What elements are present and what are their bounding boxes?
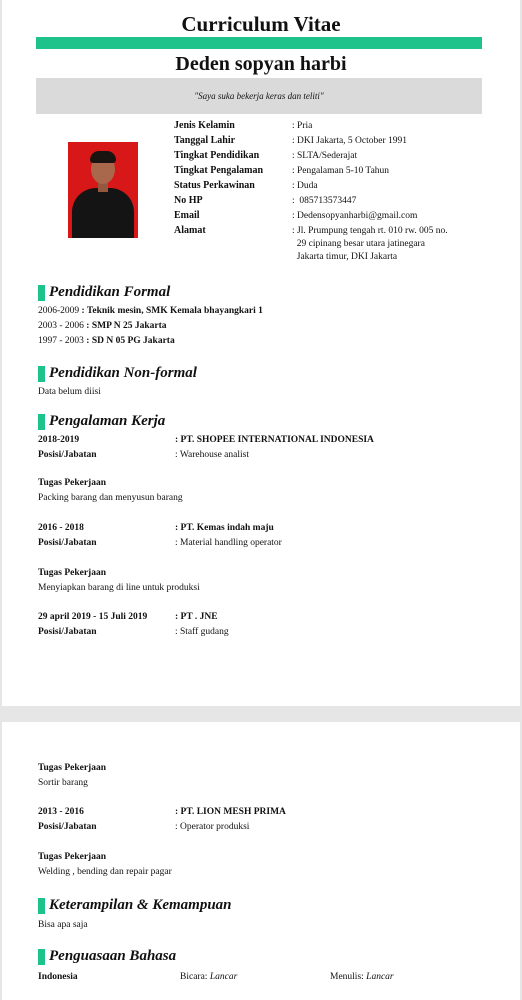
section-marker xyxy=(38,366,45,382)
job-company: : PT . JNE xyxy=(175,612,218,622)
education-row: 2003 - 2006 : SMP N 25 Jakarta xyxy=(38,321,167,331)
job-task: Menyiapkan barang di line untuk produksi xyxy=(38,583,200,593)
section-marker xyxy=(38,414,45,430)
section-nonformal-education xyxy=(38,365,197,382)
cv-page-2 xyxy=(2,722,520,1000)
section-skills xyxy=(38,897,232,914)
language-speaking: Bicara: Lancar xyxy=(180,972,238,982)
job-position-label: Posisi/Jabatan xyxy=(38,822,97,832)
skills-text: Bisa apa saja xyxy=(38,920,88,930)
job-period: 2018-2019 xyxy=(38,435,80,445)
job-company: : PT. SHOPEE INTERNATIONAL INDONESIA xyxy=(175,435,374,445)
job-period: 2016 - 2018 xyxy=(38,523,84,533)
job-tasks-label: Tugas Pekerjaan xyxy=(38,478,107,488)
info-label-education: Tingkat Pendidikan xyxy=(174,150,260,161)
info-value-experience: : Pengalaman 5-10 Tahun xyxy=(292,166,390,176)
job-task: Welding , bending dan repair pagar xyxy=(38,867,172,877)
cv-page-1 xyxy=(2,0,520,706)
section-marker xyxy=(38,949,45,965)
job-tasks-label: Tugas Pekerjaan xyxy=(38,763,107,773)
job-period: 29 april 2019 - 15 Juli 2019 xyxy=(38,612,148,622)
info-label-marital: Status Perkawinan xyxy=(174,180,255,191)
job-period: 2013 - 2016 xyxy=(38,807,84,817)
info-value-address: : Jl. Prumpung tengah rt. 010 rw. 005 no. 29 cipinang besar utara jatinegara Jakarta timur, DKI Jakarta xyxy=(292,226,448,262)
info-label-address: Alamat xyxy=(174,225,206,236)
job-position: : Warehouse analist xyxy=(175,450,249,460)
info-label-birth: Tanggal Lahir xyxy=(174,135,236,146)
section-title: Pengalaman Kerja xyxy=(49,413,166,429)
education-row: 2006-2009 : Teknik mesin, SMK Kemala bhayangkari 1 xyxy=(38,306,263,316)
profile-photo xyxy=(68,142,138,238)
job-tasks-label: Tugas Pekerjaan xyxy=(38,852,107,862)
candidate-name: Deden sopyan harbi xyxy=(175,53,347,75)
section-title: Penguasaan Bahasa xyxy=(49,948,177,964)
language-name: Indonesia xyxy=(38,972,78,982)
job-company: : PT. LION MESH PRIMA xyxy=(175,807,286,817)
section-title: Pendidikan Non-formal xyxy=(49,365,197,381)
section-title: Pendidikan Formal xyxy=(49,284,171,300)
info-label-experience: Tingkat Pengalaman xyxy=(174,165,263,176)
job-position-label: Posisi/Jabatan xyxy=(38,538,97,548)
job-tasks-label: Tugas Pekerjaan xyxy=(38,568,107,578)
education-row: 1997 - 2003 : SD N 05 PG Jakarta xyxy=(38,336,175,346)
info-value-birth: : DKI Jakarta, 5 October 1991 xyxy=(292,136,408,146)
job-task: Sortir barang xyxy=(38,778,88,788)
language-writing: Menulis: Lancar xyxy=(330,972,394,982)
job-company: : PT. Kemas indah maju xyxy=(175,523,274,533)
quote-text: "Saya suka bekerja keras dan teliti" xyxy=(194,91,324,101)
section-title: Keterampilan & Kemampuan xyxy=(49,897,232,913)
job-position-label: Posisi/Jabatan xyxy=(38,627,97,637)
info-value-education: : SLTA/Sederajat xyxy=(292,151,358,161)
info-value-marital: : Duda xyxy=(292,181,318,191)
info-value-email: : Dedensopyanharbi@gmail.com xyxy=(292,211,418,221)
job-position: : Material handling operator xyxy=(175,538,282,548)
job-position-label: Posisi/Jabatan xyxy=(38,450,97,460)
info-value-gender: : Pria xyxy=(292,121,313,131)
title-accent-bar xyxy=(36,37,482,49)
cv-title: Curriculum Vitae xyxy=(181,12,341,36)
job-task: Packing barang dan menyusun barang xyxy=(38,493,183,503)
info-label-gender: Jenis Kelamin xyxy=(174,120,235,131)
info-label-phone: No HP xyxy=(174,195,203,206)
job-position: : Staff gudang xyxy=(175,627,229,637)
info-label-email: Email xyxy=(174,210,200,221)
section-marker xyxy=(38,898,45,914)
quote-box xyxy=(36,78,482,114)
section-language xyxy=(38,948,176,965)
section-work-experience xyxy=(38,413,165,430)
job-position: : Operator produksi xyxy=(175,822,250,832)
info-value-phone: : 085713573447 xyxy=(292,196,357,206)
section-formal-education xyxy=(38,284,170,301)
section-marker xyxy=(38,285,45,301)
nonformal-text: Data belum diisi xyxy=(38,387,101,397)
